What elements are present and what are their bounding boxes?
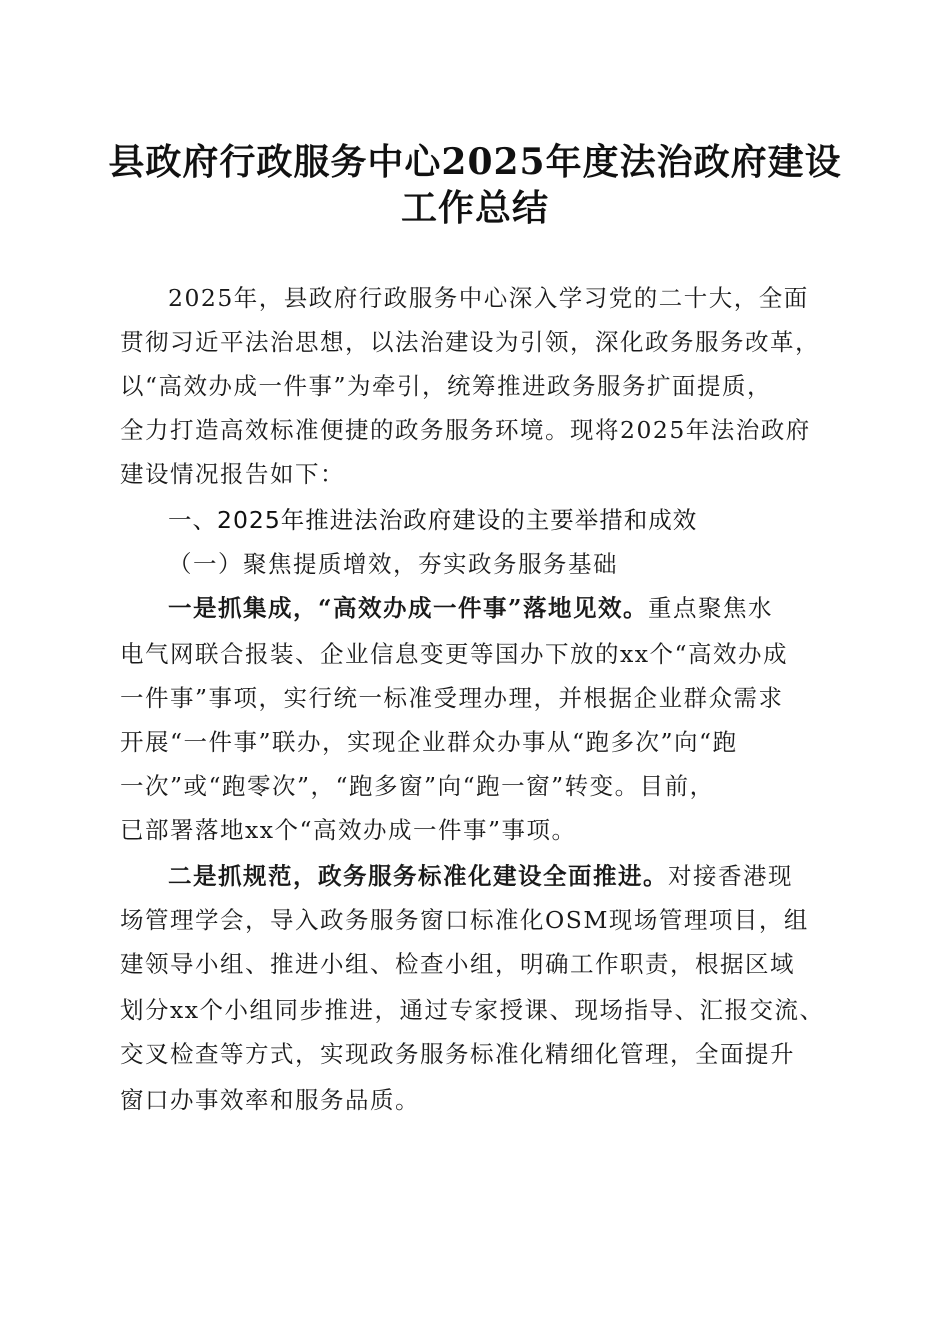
paragraph-1-line: 电气网联合报装、企业信息变更等国办下放的xx个“高效办成 [120,640,789,668]
paragraph-1-line: 一件事”事项，实行统一标准受理办理，并根据企业群众需求 [120,684,784,712]
paragraph-1-line: 开展“一件事”联办，实现企业群众办事从“跑多次”向“跑 [120,728,738,756]
paragraph-2-line1-rest: 对接香港现 [668,862,793,890]
intro-line: 建设情况报告如下： [120,460,345,488]
document-title-line-1: 县政府行政服务中心2025年度法治政府建设 [108,141,842,183]
paragraph-2-line: 建领导小组、推进小组、检查小组，明确工作职责，根据区域 [120,950,795,978]
paragraph-2-line: 场管理学会，导入政务服务窗口标准化OSM现场管理项目，组 [120,906,809,934]
document-title-line-2: 工作总结 [400,187,549,229]
paragraph-2-first-line [168,856,793,896]
subsection-heading: （一）聚焦提质增效，夯实政务服务基础 [168,550,618,578]
paragraph-1-line1-rest: 重点聚焦水 [648,594,774,622]
paragraph-1-first-line [168,588,773,628]
paragraph-2-lead: 二是抓规范，政务服务标准化建设全面推进。 [168,862,668,890]
paragraph-1-line: 已部署落地xx个“高效办成一件事”事项。 [120,816,577,844]
paragraph-2-line: 交叉检查等方式，实现政务服务标准化精细化管理，全面提升 [120,1040,795,1068]
intro-line: 贯彻习近平法治思想，以法治建设为引领，深化政务服务改革， [120,328,820,356]
paragraph-2-line: 划分xx个小组同步推进，通过专家授课、现场指导、汇报交流、 [120,996,825,1024]
paragraph-1-line: 一次”或“跑零次”，“跑多窗”向“跑一窗”转变。目前， [120,772,715,800]
intro-line: 全力打造高效标准便捷的政务服务环境。现将2025年法治政府 [120,416,811,444]
paragraph-1-lead: 一是抓集成，“高效办成一件事”落地见效。 [168,594,649,622]
intro-line: 2025年，县政府行政服务中心深入学习党的二十大，全面 [168,284,809,312]
section-heading: 一、2025年推进法治政府建设的主要举措和成效 [168,506,698,534]
intro-line: 以“高效办成一件事”为牵引，统筹推进政务服务扩面提质， [120,372,773,400]
paragraph-2-line: 窗口办事效率和服务品质。 [120,1086,420,1114]
